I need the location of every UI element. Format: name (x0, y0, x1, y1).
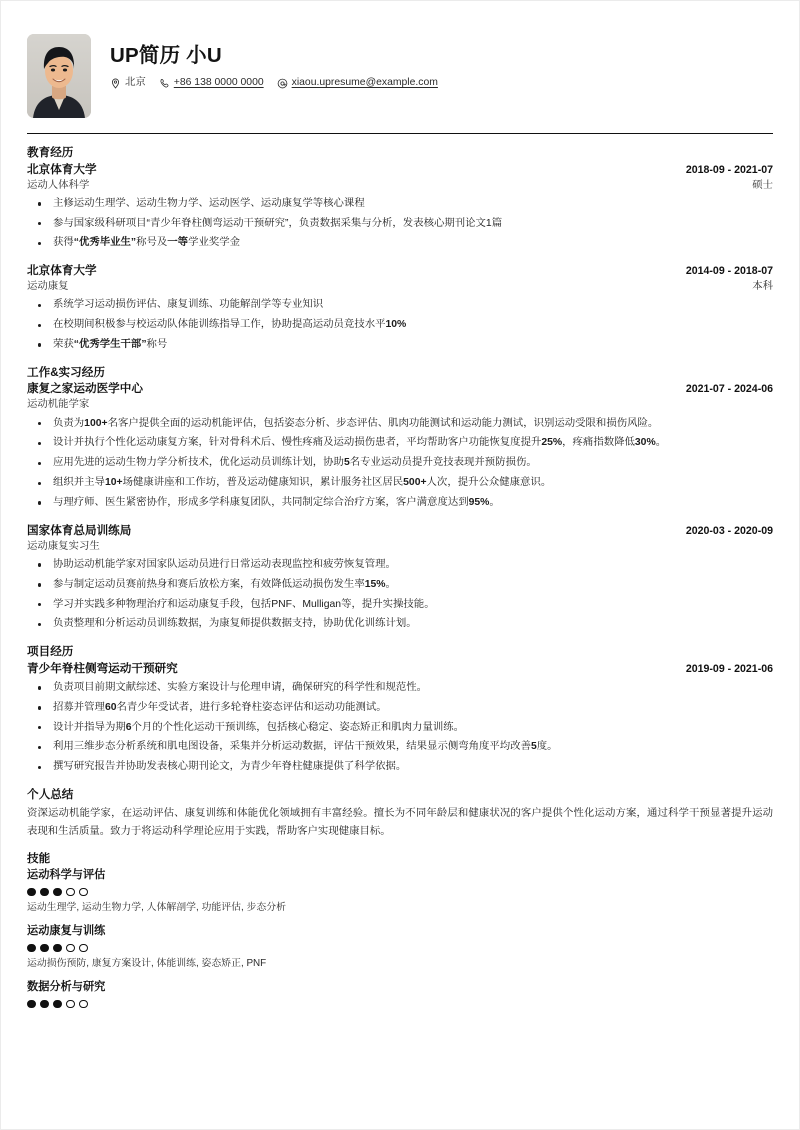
resume-entry (27, 381, 773, 511)
full-name: UP简历 小U (110, 44, 222, 67)
rating-dot-empty (79, 888, 88, 897)
entry-header (27, 523, 773, 539)
work-entries (27, 381, 773, 633)
rating-dot-filled (53, 944, 62, 953)
rating-dot-filled (53, 888, 62, 897)
location-text: 北京 (125, 76, 146, 88)
entry-bullet-list (27, 416, 773, 512)
entry-subheader (27, 178, 773, 193)
section-title-skills: 技能 (27, 852, 51, 866)
entry-organization: 国家体育总局训练局 (27, 523, 132, 537)
location-pin-icon (110, 78, 121, 89)
rating-dot-filled (53, 1000, 62, 1009)
skill-group (27, 924, 773, 972)
section-title-projects: 项目经历 (27, 645, 74, 659)
entry-role: 运动康复实习生 (27, 540, 100, 552)
bullet-item: 获得“优秀毕业生”称号及一等学业奖学金 (27, 235, 773, 252)
contact-location (110, 78, 146, 89)
skill-group-name: 运动科学与评估 (27, 869, 106, 882)
skill-group (27, 868, 773, 916)
email-at-icon (277, 78, 288, 89)
phone-text[interactable]: +86 138 0000 0000 (173, 76, 264, 88)
bullet-item: 负责为100+名客户提供全面的运动机能评估，包括姿态分析、步态评估、肌肉功能测试和运动能力测试，识别运动受限和损伤风险。 (27, 416, 773, 433)
contact-phone[interactable] (159, 78, 264, 89)
rating-dot-filled (40, 944, 49, 953)
bullet-item: 荣获“优秀学生干部”称号 (27, 337, 773, 354)
bullet-item: 利用三维步态分析系统和肌电图设备，采集并分析运动数据，评估干预效果，结果显示侧弯角度平均改善5度。 (27, 739, 773, 756)
section-projects (27, 644, 773, 776)
skill-group (27, 980, 773, 1008)
section-work (27, 365, 773, 633)
skill-group-name: 运动康复与训练 (27, 925, 106, 938)
email-text[interactable]: xiaou.upresume@example.com (291, 76, 438, 88)
entry-date-range: 2021-07 - 2024-06 (685, 383, 773, 396)
skill-group-name: 数据分析与研究 (27, 981, 106, 994)
bullet-item: 学习并实践多种物理治疗和运动康复手段，包括PNF、Mulligan等，提升实操技能。 (27, 597, 773, 614)
skill-item-list: 运动生理学, 运动生物力学, 人体解剖学, 功能评估, 步态分析 (27, 902, 286, 914)
contact-email[interactable] (277, 78, 438, 89)
entry-header (27, 661, 773, 677)
phone-icon (159, 78, 170, 89)
entry-bullet-list (27, 680, 773, 776)
resume-entry (27, 661, 773, 776)
rating-dot-filled (27, 888, 36, 897)
project-entries (27, 661, 773, 776)
bullet-item: 协助运动机能学家对国家队运动员进行日常运动表现监控和疲劳恢复管理。 (27, 557, 773, 574)
section-education (27, 145, 773, 354)
header-divider (27, 133, 773, 134)
entry-organization: 青少年脊柱侧弯运动干预研究 (27, 661, 178, 675)
bullet-item: 在校期间积极参与校运动队体能训练指导工作，协助提高运动员竞技水平10% (27, 317, 773, 334)
rating-dot-filled (27, 944, 36, 953)
summary-text: 资深运动机能学家，在运动评估、康复训练和体能优化领域拥有丰富经验。擅长为不同年龄层和健康状况的客户提供个性化运动方案，通过科学干预显著提升运动表现和生活质量。致力于将运动科学理论应用于实践，帮助客户实现健康目标。 (27, 807, 773, 837)
skill-rating-dots (27, 888, 773, 897)
entry-bullet-list (27, 297, 773, 354)
bullet-item: 系统学习运动损伤评估、康复训练、功能解剖学等专业知识 (27, 297, 773, 314)
rating-dot-filled (40, 888, 49, 897)
bullet-item: 负责项目前期文献综述、实验方案设计与伦理申请，确保研究的科学性和规范性。 (27, 680, 773, 697)
bullet-item: 主修运动生理学、运动生物力学、运动医学、运动康复学等核心课程 (27, 196, 773, 213)
section-summary (27, 787, 773, 840)
contact-row (110, 78, 451, 89)
rating-dot-empty (79, 944, 88, 953)
section-title-education: 教育经历 (27, 146, 74, 159)
resume-header (27, 1, 773, 122)
rating-dot-empty (66, 944, 75, 953)
entry-subheader (27, 279, 773, 294)
bullet-item: 参与制定运动员赛前热身和赛后放松方案，有效降低运动损伤发生率15%。 (27, 577, 773, 594)
rating-dot-empty (79, 1000, 88, 1009)
resume-entry (27, 162, 773, 253)
skill-rating-dots (27, 1000, 773, 1009)
entry-date-range: 2020-03 - 2020-09 (685, 524, 773, 537)
entry-role: 运动机能学家 (27, 399, 90, 411)
rating-dot-empty (66, 888, 75, 897)
skill-rating-dots (27, 944, 773, 953)
entry-subheader (27, 539, 773, 554)
entry-bullet-list (27, 196, 773, 253)
identity-block (110, 34, 451, 89)
entry-organization: 康复之家运动医学中心 (27, 382, 143, 396)
entry-header (27, 263, 773, 279)
entry-bullet-list (27, 557, 773, 633)
entry-organization: 北京体育大学 (27, 162, 97, 176)
entry-degree: 本科 (752, 281, 773, 293)
rating-dot-filled (27, 1000, 36, 1009)
resume-entry (27, 263, 773, 354)
section-title-work: 工作&实习经历 (27, 365, 105, 379)
entry-header (27, 381, 773, 397)
profile-photo (27, 34, 91, 118)
skill-item-list: 运动损伤预防, 康复方案设计, 体能训练, 姿态矫正, PNF (27, 958, 267, 970)
section-title-summary: 个人总结 (27, 788, 74, 802)
entry-date-range: 2019-09 - 2021-06 (685, 662, 773, 675)
resume-entry (27, 523, 773, 633)
bullet-item: 与理疗师、医生紧密协作，形成多学科康复团队，共同制定综合治疗方案，客户满意度达到95%。 (27, 495, 773, 512)
bullet-item: 设计并执行个性化运动康复方案，针对骨科术后、慢性疼痛及运动损伤患者，平均帮助客户功能恢复度提升25%，疼痛指数降低30%。 (27, 435, 773, 452)
bullet-item: 应用先进的运动生物力学分析技术，优化运动员训练计划，协助5名专业运动员提升竞技表现并预防损伤。 (27, 455, 773, 472)
bullet-item: 组织并主导10+场健康讲座和工作坊，普及运动健康知识，累计服务社区居民500+人次，提升公众健康意识。 (27, 475, 773, 492)
entry-role: 运动康复 (27, 281, 69, 293)
education-entries (27, 162, 773, 354)
bullet-item: 招募并管理60名青少年受试者，进行多轮脊柱姿态评估和运动功能测试。 (27, 700, 773, 717)
entry-date-range: 2014-09 - 2018-07 (685, 265, 773, 278)
bullet-item: 负责整理和分析运动员训练数据，为康复师提供数据支持，协助优化训练计划。 (27, 616, 773, 633)
section-skills (27, 851, 773, 1008)
entry-header (27, 162, 773, 178)
entry-subheader (27, 397, 773, 412)
entry-organization: 北京体育大学 (27, 264, 97, 278)
entry-degree: 硕士 (752, 179, 773, 191)
bullet-item: 撰写研究报告并协助发表核心期刊论文，为青少年脊柱健康提供了科学依据。 (27, 759, 773, 776)
entry-date-range: 2018-09 - 2021-07 (685, 163, 773, 176)
entry-role: 运动人体科学 (27, 179, 90, 191)
bullet-item: 参与国家级科研项目“青少年脊柱侧弯运动干预研究”，负责数据采集与分析，发表核心期刊论文1篇 (27, 216, 773, 233)
rating-dot-filled (40, 1000, 49, 1009)
bullet-item: 设计并指导为期6个月的个性化运动干预训练，包括核心稳定、姿态矫正和肌肉力量训练。 (27, 720, 773, 737)
rating-dot-empty (66, 1000, 75, 1009)
skill-groups (27, 868, 773, 1008)
